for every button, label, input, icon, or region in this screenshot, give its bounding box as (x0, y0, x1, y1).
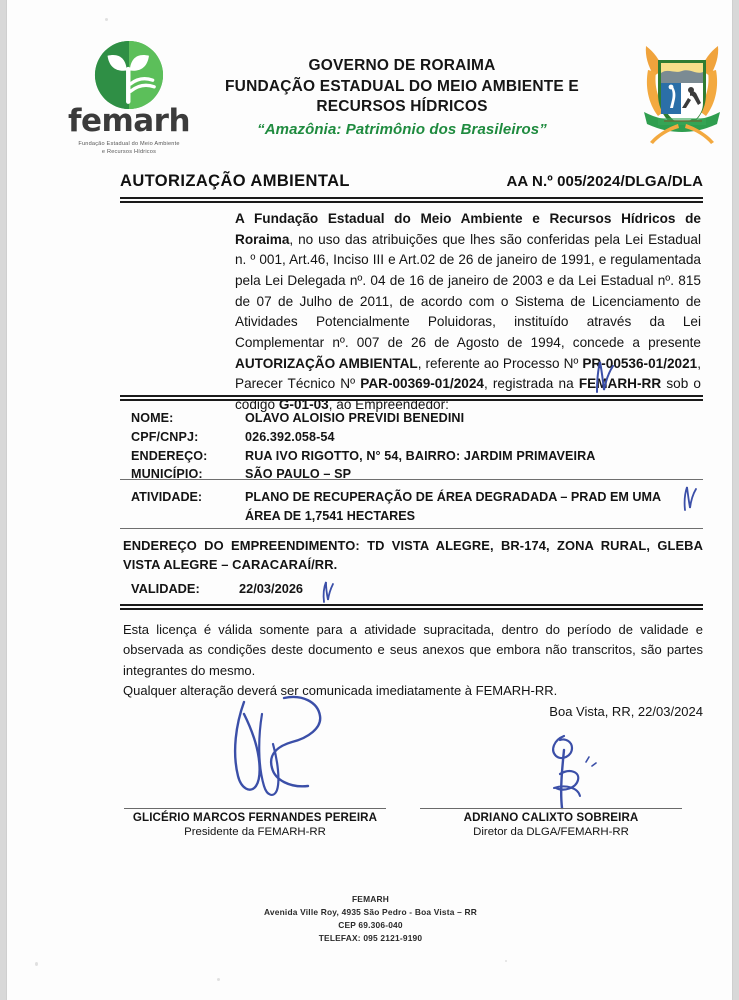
field-value: OLAVO ALOISIO PREVIDI BENEDINI (245, 411, 465, 425)
header-line-government: GOVERNO DE RORAIMA (308, 57, 496, 74)
validity-field (131, 581, 303, 596)
signature-glyph (524, 730, 620, 814)
preamble-agency-name: A Fundação Estadual do Meio Ambiente e Recursos Hídricos de Roraima (235, 211, 701, 247)
document-footer (7, 893, 733, 945)
agency-short-name: FEMARH-RR (578, 376, 662, 392)
closing-note: Qualquer alteração deverá ser comunicada imediatamente à FEMARH-RR. (123, 682, 558, 698)
field-value: RUA IVO RIGOTTO, N° 54, BAIRRO: JARDIM PRIMAVEIRA (245, 448, 596, 463)
divider-above-site-address (120, 528, 703, 529)
femarh-logo-subtitle: Fundação Estadual do Meio Ambiente e Recursos Hídricos (78, 141, 180, 156)
preamble-text-2: , referente ao Processo Nº (417, 355, 583, 371)
scan-speck (217, 978, 220, 981)
handwritten-initial (319, 578, 343, 606)
femarh-wordmark: femarh (67, 103, 191, 139)
signature-area (120, 740, 703, 838)
field-row-cpf-cnpj (131, 428, 706, 447)
process-number: PR-00536-01/2021 (582, 355, 698, 371)
header-line-resources: RECURSOS HÍDRICOS (316, 98, 488, 116)
divider-above-activity (120, 479, 703, 480)
activity-field (131, 488, 706, 526)
registration-code: G-01-03 (278, 396, 329, 412)
validity-label: VALIDADE: (131, 581, 200, 596)
preamble-text-4: , registrada na (483, 376, 579, 392)
signature-line (124, 808, 386, 809)
closing-text (123, 620, 703, 701)
field-row-nome (131, 409, 706, 428)
document-title-row (120, 172, 703, 191)
field-value: 026.392.058-54 (245, 429, 335, 444)
field-label: ENDEREÇO: (131, 448, 208, 463)
scan-speck (35, 962, 38, 966)
divider-above-closing (120, 604, 703, 610)
signatory-role: Presidente da FEMARH-RR (184, 826, 326, 838)
preamble-paragraph (235, 209, 701, 416)
femarh-leaf-icon (92, 38, 166, 112)
field-row-endereco (131, 447, 706, 466)
signatory-name: GLICÉRIO MARCOS FERNANDES PEREIRA (132, 811, 378, 824)
place-and-date: Boa Vista, RR, 22/03/2024 (549, 704, 703, 719)
footer-address: Avenida Ville Roy, 4935 São Pedro - Boa Vista – RR (263, 907, 478, 918)
footer-telefax: TELEFAX: 095 2121-9190 (318, 933, 423, 944)
field-row-municipio (131, 465, 706, 484)
technical-opinion-number: PAR-00369-01/2024 (360, 376, 484, 392)
field-label: MUNICÍPIO: (131, 467, 203, 482)
field-label: NOME: (131, 411, 174, 425)
header-slogan: “Amazônia: Patrimônio dos Brasileiros” (257, 120, 547, 138)
footer-org: FEMARH (351, 894, 390, 904)
activity-label: ATIVIDADE: (131, 490, 203, 504)
page-title: AUTORIZAÇÃO AMBIENTAL (120, 172, 350, 190)
activity-value (245, 488, 685, 526)
divider-under-title (120, 197, 703, 203)
preamble-text-6: , ao Empreendedor: (328, 396, 449, 412)
signatory-name: ADRIANO CALIXTO SOBREIRA (463, 811, 639, 824)
divider-above-applicant (120, 395, 703, 401)
signature-line (420, 808, 682, 809)
field-value: SÃO PAULO – SP (245, 467, 352, 482)
closing-paragraph: Esta licença é válida somente para a atividade supracitada, dentro do período de validade e observada as condições deste documento e seus anexos que embora não transcritos, são partes integrantes do mesmo. (123, 622, 703, 678)
scan-speck (505, 960, 507, 962)
preamble-text-3: , Parecer Técnico Nº (235, 355, 702, 392)
document-page (6, 0, 733, 1000)
site-address: ENDEREÇO DO EMPREENDIMENTO: TD VISTA ALEGRE, BR-174, ZONA RURAL, GLEBA VISTA ALEGRE – CARACARAÍ/RR. (123, 538, 703, 573)
preamble-text-1: , no uso das atribuições que lhes são conferidas pela Lei Estadual n. º 001, Art.46, Inciso III e Art.02 de 26 de janeiro de 1991, e regulamentada pela Lei Delegada nº. 04 de 16 de janeiro de 2003 e da Lei Estadual nº. 815 de 07 de Julho de 2011, de acordo com o Sistema de Licenciamento de Atividades Potencialmente Poluidoras, instituído através da Lei Complementar nº. 007 de 26 de Agosto de 1994, concede a presente (235, 231, 701, 350)
government-titles (192, 56, 612, 138)
roraima-coat-of-arms-icon (634, 40, 730, 144)
preamble-authorization-label: AUTORIZAÇÃO AMBIENTAL (235, 355, 418, 371)
signatory-role: Diretor da DLGA/FEMARH-RR (473, 826, 629, 838)
scan-speck (105, 18, 108, 21)
activity-value-line1: PLANO DE RECUPERAÇÃO DE ÁREA DEGRADADA – PRAD EM UMA (245, 490, 662, 504)
field-label: CPF/CNPJ: (131, 429, 199, 444)
header-line-foundation: FUNDAÇÃO ESTADUAL DO MEIO AMBIENTE E (225, 77, 579, 95)
document-number: AA N.º 005/2024/DLGA/DLA (506, 173, 703, 190)
validity-value: 22/03/2026 (239, 581, 304, 596)
signature-glyph (202, 692, 362, 812)
footer-postal-code: CEP 69.306-040 (338, 920, 403, 931)
activity-value-line2: ÁREA DE 1,7541 HECTARES (245, 508, 416, 523)
applicant-fields (131, 409, 706, 484)
preamble-text-5: sob o código (235, 376, 701, 412)
document-header (7, 30, 733, 155)
femarh-logo (49, 38, 209, 157)
